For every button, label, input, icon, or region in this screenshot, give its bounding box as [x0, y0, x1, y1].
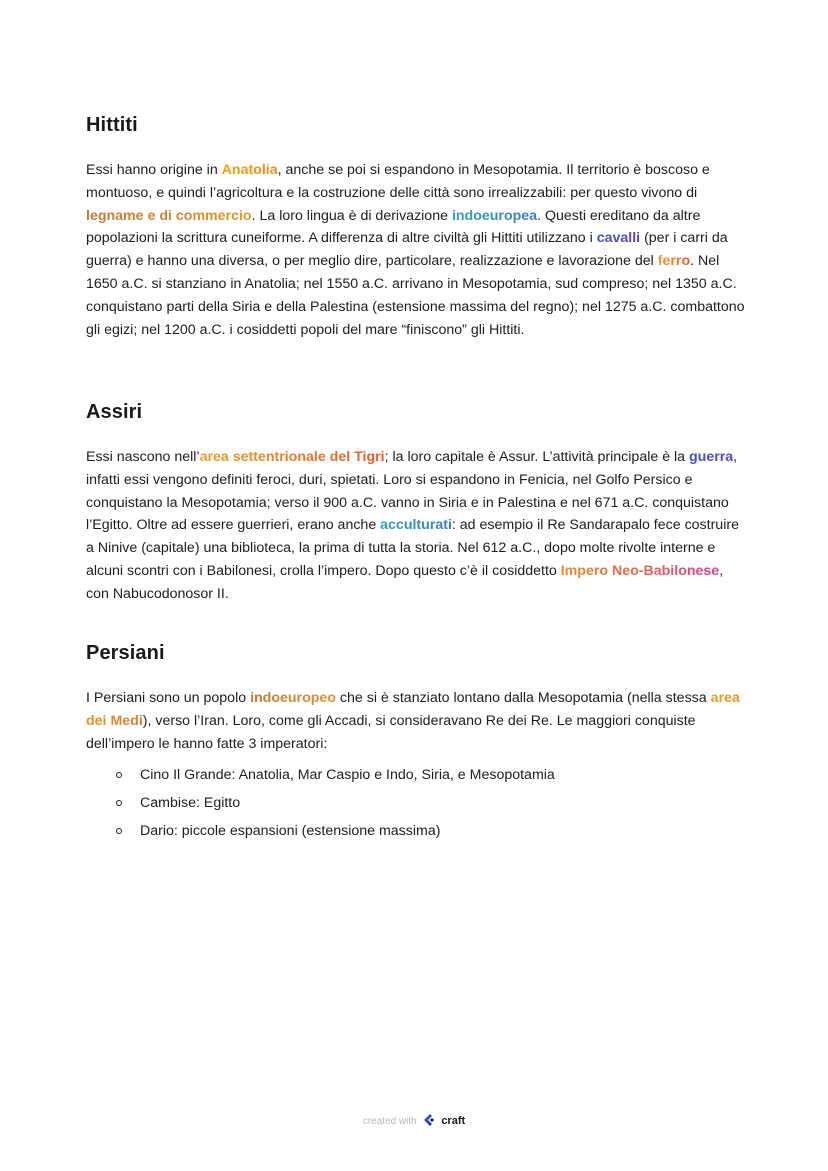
- section-hittiti: [86, 114, 746, 341]
- list-item: Cino Il Grande: Anatolia, Mar Caspio e Indo, Siria, e Mesopotamia: [116, 761, 746, 789]
- section-paragraph: [86, 446, 746, 606]
- section-assiri: [86, 401, 746, 606]
- text-run: . La loro lingua è di derivazione: [251, 207, 452, 224]
- section-title: Hittiti: [86, 114, 138, 136]
- footer-brand: craft: [441, 1115, 466, 1127]
- highlighted-term: area settentrionale del Tigri: [199, 449, 385, 465]
- list-item: Dario: piccole espansioni (estensione massima): [116, 817, 746, 845]
- text-run: Essi hanno origine in: [86, 162, 222, 178]
- text-run: che si è stanziato lontano dalla Mesopotamia (nella stessa: [335, 690, 711, 706]
- highlighted-term: area dei Medi: [86, 690, 740, 729]
- highlighted-term: guerra: [689, 449, 734, 465]
- highlighted-term: indoeuropeo: [250, 690, 336, 706]
- text-run: . Nel 1650 a.C. si stanziano in Anatolia; nel 1550 a.C. arrivano in Mesopotamia, sud compreso; nel 1350 a.C. conquistano parti della Siria e della Palestina (estensione massima del regno); nel 1275 a.C. combattono gli egizi; nel 1200 a.C. i cosiddetti popoli del mare “finiscono” gli Hittiti.: [86, 253, 745, 338]
- text-run: ), verso l’Iran. Loro, come gli Accadi, si consideravano Re dei Re. Le maggiori conquiste dell’impero le hanno fatte 3 imperatori:: [86, 712, 696, 752]
- text-run: . Questi ereditano da altre popolazioni la scrittura cuneiforme. A differenza di altre civiltà gli Hittiti utilizzano i: [86, 207, 701, 247]
- section-paragraph: [86, 687, 746, 755]
- emperor-list: [86, 761, 746, 845]
- text-run: , anche se poi si espandono in Mesopotamia. Il territorio è boscoso e montuoso, e quindi l’agricoltura e la costruzione delle città sono irrealizzabili: per questo vivono di: [86, 162, 710, 201]
- highlighted-term: legname e di commercio: [86, 207, 252, 224]
- bullet-icon: [116, 772, 122, 778]
- list-item: Cambise: Egitto: [116, 789, 746, 817]
- section-title: Assiri: [86, 401, 143, 423]
- text-run: : ad esempio il Re Sandarapalo fece costruire a Ninive (capitale) una biblioteca, la prima di tutta la storia. Nel 612 a.C., dopo molte rivolte interne e alcuni scontri con i Babilonesi, crolla l’impero. Dopo questo c’è il cosiddetto: [86, 517, 739, 579]
- highlighted-term: indoeuropea: [451, 207, 538, 224]
- highlighted-term: cavalli: [596, 230, 641, 247]
- text-run: ; la loro capitale è Assur. L’attività principale è la: [384, 449, 690, 465]
- bullet-icon: [116, 800, 122, 806]
- highlighted-term: Anatolia: [221, 162, 278, 178]
- highlighted-term: Impero Neo-Babilonese: [560, 562, 720, 579]
- footer-watermark: [0, 1113, 828, 1127]
- section-title: Persiani: [86, 642, 165, 664]
- footer-prefix: created with: [362, 1116, 417, 1127]
- text-run: I Persiani sono un popolo: [86, 690, 251, 706]
- highlighted-term: ferro: [657, 253, 691, 270]
- craft-logo-icon: [423, 1113, 437, 1127]
- text-run: , con Nabucodonosor II.: [86, 562, 724, 602]
- highlighted-term: acculturati: [380, 517, 452, 534]
- section-persiani: [86, 642, 746, 845]
- text-run: (per i carri da guerra) e hanno una diversa, o per meglio dire, particolare, realizzazione e lavorazione del: [86, 230, 728, 270]
- text-run: , infatti essi vengono definiti feroci, duri, spietati. Loro si espandono in Fenicia, nel Golfo Persico e conquistano la Mesopotamia; verso il 900 a.C. vanno in Siria e in Palestina e nel 671 a.C. conquistano l’Egitto. Oltre ad essere guerrieri, erano anche: [86, 449, 738, 534]
- section-paragraph: [86, 159, 746, 341]
- text-run: Essi nascono nell’: [86, 449, 200, 465]
- bullet-icon: [116, 828, 122, 834]
